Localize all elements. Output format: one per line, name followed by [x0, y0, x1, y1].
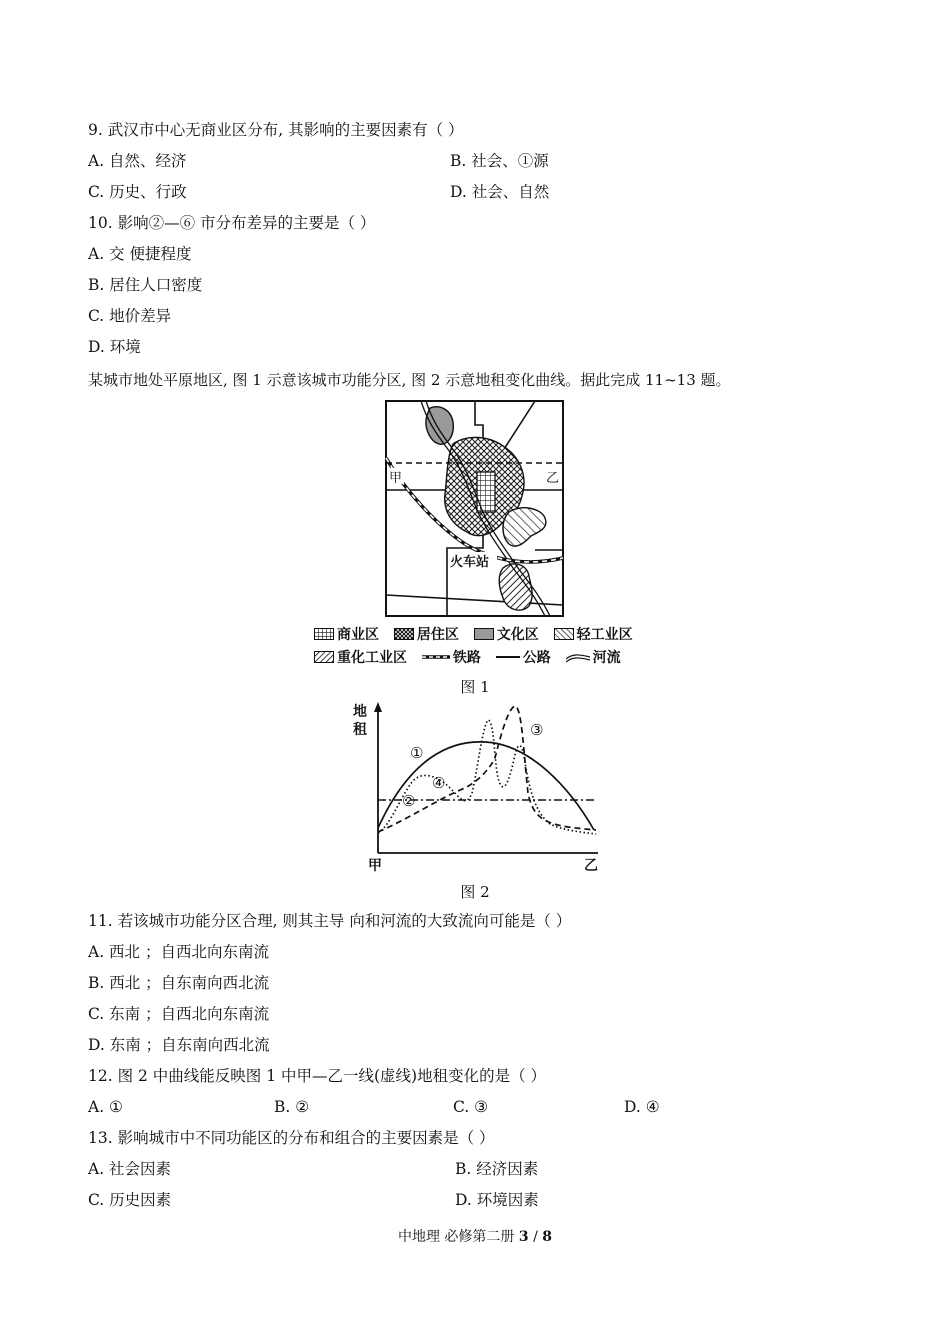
q11-option-b: B. 西北 ；自东南向西北流	[88, 974, 270, 992]
footer-total: 8	[542, 1229, 553, 1245]
legend-row-1	[314, 624, 643, 644]
legend-light-industry: 轻工业区	[554, 624, 633, 644]
curve-label-3: ③	[530, 721, 544, 739]
y-label-top: 地	[353, 704, 367, 720]
curve-label-1: ①	[410, 744, 424, 762]
q9-option-a: A. 自然、经济	[88, 152, 187, 170]
legend-residential: 居住区	[394, 624, 459, 644]
commercial-zone	[477, 472, 495, 512]
x-label-start: 甲	[368, 858, 382, 874]
q9-stem: 9. 武汉市中心无商业区分布, 其影响的主要因素有（ ）	[88, 121, 464, 139]
q13-option-d: D. 环境因素	[455, 1191, 539, 1209]
q9-option-c: C. 历史、行政	[88, 183, 187, 201]
footer-page: 3	[518, 1229, 529, 1245]
figure1-caption: 图 1	[460, 678, 490, 696]
cultural-swatch	[474, 628, 494, 640]
legend-commercial: 商业区	[314, 624, 379, 644]
q12-stem: 12. 图 2 中曲线能反映图 1 中甲—乙一线(虚线)地租变化的是（ ）	[88, 1067, 547, 1085]
intro-text: 某城市地处平原地区, 图 1 示意该城市功能分区, 图 2 示意地租变化曲线。据此完成 11~13 题。	[88, 371, 731, 389]
q12-option-d: D. ④	[624, 1098, 660, 1116]
curve-3	[378, 706, 596, 832]
railway-swatch	[422, 651, 450, 663]
footer-subject: 中地理 必修第二册	[397, 1229, 515, 1245]
q11-option-d: D. 东南 ；自东南向西北流	[88, 1036, 270, 1054]
q12-option-a: A. ①	[88, 1098, 123, 1116]
label-yi: 乙	[546, 471, 560, 486]
q11-option-a: A. 西北 ；自西北向东南流	[88, 943, 269, 961]
legend-heavy-industry: 重化工业区	[314, 647, 407, 667]
y-label-bottom: 租	[353, 722, 367, 738]
figure1-map	[385, 400, 565, 618]
label-jia: 甲	[389, 471, 403, 486]
road-swatch	[496, 651, 520, 663]
footer-sep: /	[528, 1229, 543, 1245]
legend-row-2	[314, 647, 631, 667]
q13-option-b: B. 经济因素	[455, 1160, 539, 1178]
q9-option-b: B. 社会、①源	[450, 152, 549, 170]
figure2-caption: 图 2	[460, 883, 490, 901]
q13-option-a: A. 社会因素	[88, 1160, 172, 1178]
commercial-swatch	[314, 628, 334, 640]
legend-cultural: 文化区	[474, 624, 539, 644]
x-label-end: 乙	[584, 858, 598, 874]
residential-swatch	[394, 628, 414, 640]
q9-option-d: D. 社会、自然	[450, 183, 550, 201]
legend-railway: 铁路	[422, 647, 481, 667]
q10-option-d: D. 环境	[88, 338, 141, 356]
label-station: 火车站	[450, 555, 490, 570]
y-axis-arrow-icon	[374, 702, 382, 712]
q12-option-c: C. ③	[453, 1098, 489, 1116]
q13-stem: 13. 影响城市中不同功能区的分布和组合的主要因素是（ ）	[88, 1129, 495, 1147]
q10-option-b: B. 居住人口密度	[88, 276, 203, 294]
curve-label-4: ④	[432, 774, 446, 792]
q10-option-a: A. 交 便捷程度	[88, 245, 192, 263]
river-swatch	[566, 651, 590, 663]
q11-option-c: C. 东南 ；自西北向东南流	[88, 1005, 270, 1023]
curve-4	[378, 720, 596, 834]
page-footer	[0, 1226, 950, 1246]
figure2-chart	[350, 698, 610, 876]
q13-option-c: C. 历史因素	[88, 1191, 172, 1209]
light-industry-swatch	[554, 628, 574, 640]
q10-stem: 10. 影响②—⑥ 市分布差异的主要是（ ）	[88, 214, 376, 232]
q11-stem: 11. 若该城市功能分区合理, 则其主导 向和河流的大致流向可能是（ ）	[88, 912, 572, 930]
q12-option-b: B. ②	[274, 1098, 310, 1116]
legend-road: 公路	[496, 647, 551, 667]
q10-option-c: C. 地价差异	[88, 307, 172, 325]
heavy-industry-swatch	[314, 651, 334, 663]
curve-label-2: ②	[402, 792, 416, 810]
legend-river: 河流	[566, 647, 621, 667]
